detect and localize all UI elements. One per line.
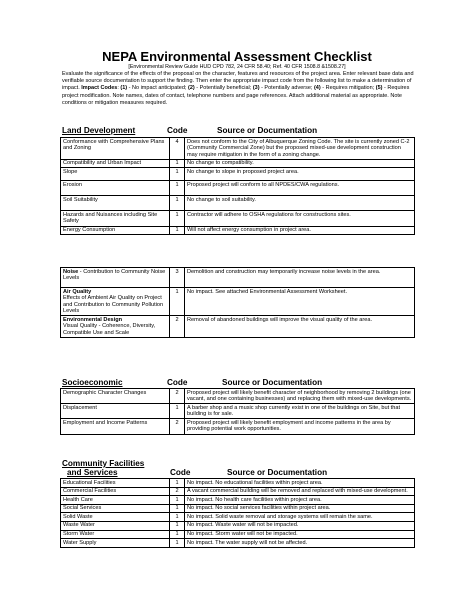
row-label bbox=[61, 268, 170, 288]
row-label-bold: Noise bbox=[63, 268, 79, 275]
table-row bbox=[61, 316, 415, 338]
impact-code-1-text: - No impact anticipated; bbox=[127, 85, 188, 92]
table-row bbox=[61, 404, 415, 419]
row-code: 4 bbox=[170, 138, 185, 160]
row-code: 2 bbox=[170, 419, 185, 434]
impact-code-2: (2) bbox=[187, 85, 195, 92]
row-label: Social Services bbox=[61, 504, 170, 513]
impact-code-5-text: - Requires project modification. Note names, dates of contact, telephone numbers and page references. Attach additional material as appropriate. Note conditions or mitigation measures required. bbox=[62, 85, 410, 106]
table-row bbox=[61, 268, 415, 288]
row-label bbox=[61, 288, 170, 316]
land-heading: Land Development bbox=[62, 126, 136, 135]
row-code: 1 bbox=[170, 530, 185, 539]
socioeconomic-table bbox=[60, 388, 415, 435]
community-source-heading: Source or Documentation bbox=[227, 468, 328, 477]
table-row bbox=[61, 138, 415, 160]
row-doc: Proposed project will conform to all NPDES/CWA regulations. bbox=[185, 181, 415, 196]
row-label: Displacement bbox=[61, 404, 170, 419]
page-title: NEPA Environmental Assessment Checklist bbox=[102, 49, 372, 64]
row-code: 1 bbox=[170, 521, 185, 530]
row-doc: No change to compatibility. bbox=[185, 159, 415, 168]
row-label: Solid Waste bbox=[61, 513, 170, 522]
row-doc: No change to soil suitability. bbox=[185, 196, 415, 211]
row-code: 1 bbox=[170, 288, 185, 316]
row-doc: No impact. Waste water will not be impacted. bbox=[185, 521, 415, 530]
row-doc: Proposed project will likely benefit character of neighborhood by removing 2 buildings (one vacant, and one containing businesses) and replacing them with mixed-use developments. bbox=[185, 389, 415, 404]
environment-table bbox=[60, 267, 415, 338]
row-doc: No impact. See attached Environmental Assessment Worksheet. bbox=[185, 288, 415, 316]
row-code: 1 bbox=[170, 226, 185, 235]
table-row bbox=[61, 211, 415, 226]
row-label: Waste Water bbox=[61, 521, 170, 530]
table-row bbox=[61, 226, 415, 235]
row-label: Hazards and Nuisances including Site Safety bbox=[61, 211, 170, 226]
row-code: 1 bbox=[170, 496, 185, 505]
row-doc: A vacant commercial building will be removed and replaced with mixed-use development. bbox=[185, 487, 415, 496]
row-label: Water Supply bbox=[61, 539, 170, 548]
row-code: 1 bbox=[170, 479, 185, 488]
row-code: 2 bbox=[170, 316, 185, 338]
row-code: 1 bbox=[170, 504, 185, 513]
table-row bbox=[61, 168, 415, 181]
row-label-rest: Visual Quality - Coherence, Diversity, Compatible Use and Scale bbox=[63, 323, 156, 337]
row-code: 1 bbox=[170, 539, 185, 548]
impact-code-1: (1) bbox=[120, 85, 128, 92]
community-facilities-table bbox=[60, 478, 415, 548]
socio-heading: Socioeconomic bbox=[62, 378, 123, 387]
row-label: Energy Consumption bbox=[61, 226, 170, 235]
intro-text: Evaluate the significance of the effects of the proposal on the character, features and resources of the project area. Enter relevant base data and verifiable source documentation to support the finding. Then enter the appropriate impact code from the following list to make a determination of impact. bbox=[62, 71, 414, 92]
row-doc: No impact. Solid waste removal and storage systems will remain the same. bbox=[185, 513, 415, 522]
row-doc: No change to slope in proposed project area. bbox=[185, 168, 415, 181]
table-row bbox=[61, 530, 415, 539]
row-code: 3 bbox=[170, 268, 185, 288]
row-doc: No impact. Storm water will not be impacted. bbox=[185, 530, 415, 539]
row-label-bold: Air Quality bbox=[63, 288, 92, 295]
impact-code-4: (4) bbox=[313, 85, 321, 92]
row-code: 2 bbox=[170, 389, 185, 404]
table-row bbox=[61, 389, 415, 404]
impact-code-4-text: - Requires mitigation; bbox=[320, 85, 376, 92]
page-subtitle: [Environmental Review Guide HUD CPD 782, 24 CFR 58.40; Ref. 40 CFR 1508.8 &1508.27] bbox=[128, 64, 346, 70]
table-row bbox=[61, 496, 415, 505]
table-row bbox=[61, 196, 415, 211]
land-development-table bbox=[60, 137, 415, 235]
row-code: 1 bbox=[170, 181, 185, 196]
row-code: 2 bbox=[170, 487, 185, 496]
impact-codes-label: Impact Codes bbox=[81, 85, 118, 92]
socio-source-heading: Source or Documentation bbox=[222, 378, 323, 387]
row-doc: Demolition and construction may temporarily increase noise levels in the area. bbox=[185, 268, 415, 288]
row-label: Soil Suitability bbox=[61, 196, 170, 211]
row-doc: Removal of abandoned buildings will improve the visual quality of the area. bbox=[185, 316, 415, 338]
row-code: 1 bbox=[170, 211, 185, 226]
socio-code-heading: Code bbox=[167, 378, 188, 387]
row-code: 1 bbox=[170, 196, 185, 211]
row-label: Slope bbox=[61, 168, 170, 181]
row-code: 1 bbox=[170, 404, 185, 419]
row-doc: Contractor will adhere to OSHA regulations for constructions sites. bbox=[185, 211, 415, 226]
impact-code-3: (3) bbox=[252, 85, 260, 92]
row-doc: Will not affect energy consumption in project area. bbox=[185, 226, 415, 235]
row-label: Commercial Facilities bbox=[61, 487, 170, 496]
row-label-bold: Environmental Design bbox=[63, 316, 123, 323]
row-code: 1 bbox=[170, 513, 185, 522]
row-label: Erosion bbox=[61, 181, 170, 196]
row-code: 1 bbox=[170, 168, 185, 181]
impact-code-2-text: - Potentially beneficial; bbox=[194, 85, 253, 92]
community-heading-line1: Community Facilities bbox=[62, 459, 145, 468]
row-doc: Proposed project will likely benefit employment and income patterns in the area by providing potential work opportunities. bbox=[185, 419, 415, 434]
row-label bbox=[61, 316, 170, 338]
row-doc: Does not conform to the City of Albuquerque Zoning Code. The site is currently zoned C-2 (Community Commercial Zone) but the proposed mixed-use development construction may require mitigation in the form of a zoning change. bbox=[185, 138, 415, 160]
row-label-rest: Effects of Ambient Air Quality on Project and Contribution to Community Pollution Levels bbox=[63, 295, 164, 315]
table-row bbox=[61, 419, 415, 434]
row-label: Educational Facilities bbox=[61, 479, 170, 488]
community-code-heading: Code bbox=[170, 468, 191, 477]
table-row bbox=[61, 487, 415, 496]
table-row bbox=[61, 539, 415, 548]
community-section-header bbox=[62, 459, 412, 477]
row-doc: A barber shop and a music shop currently exist in one of the buildings on Site, but that building is for sale. bbox=[185, 404, 415, 419]
row-doc: No impact. The water supply will not be affected. bbox=[185, 539, 415, 548]
table-row bbox=[61, 513, 415, 522]
row-label: Employment and Income Patterns bbox=[61, 419, 170, 434]
row-label: Health Care bbox=[61, 496, 170, 505]
table-row bbox=[61, 521, 415, 530]
row-doc: No impact. No educational facilities within project area. bbox=[185, 479, 415, 488]
row-doc: No impact. No health care facilities within project area. bbox=[185, 496, 415, 505]
row-label-rest: - Contribution to Community Noise Levels bbox=[63, 268, 166, 282]
table-row bbox=[61, 288, 415, 316]
row-label: Demographic Character Changes bbox=[61, 389, 170, 404]
row-label: Storm Water bbox=[61, 530, 170, 539]
community-heading-line2: and Services bbox=[67, 468, 118, 477]
impact-code-5: (5) bbox=[375, 85, 383, 92]
row-code: 1 bbox=[170, 159, 185, 168]
table-row bbox=[61, 159, 415, 168]
table-row bbox=[61, 504, 415, 513]
row-doc: No impact. No social services facilities within project area. bbox=[185, 504, 415, 513]
row-label: Compatibility and Urban Impact bbox=[61, 159, 170, 168]
table-row bbox=[61, 479, 415, 488]
land-source-heading: Source or Documentation bbox=[217, 126, 318, 135]
row-label: Conformance with Comprehensive Plans and Zoning bbox=[61, 138, 170, 160]
table-row bbox=[61, 181, 415, 196]
intro-paragraph: Evaluate the significance of the effects of the proposal on the character, features and resources of the project area. Enter relevant base data and verifiable source documentation to support the finding. Then enter the appropriate impact code from the following list to make a determination of impact. Impact Codes: (1) - No impact anticipated; (2) - Potentially beneficial; (3) - Potentially adverse; (4) - Requires mitigation; (5) - Requires project modification. Note names, dates of contact, telephone numbers and page references. Attach additional material as appropriate. Note conditions or mitigation measures required. bbox=[62, 71, 414, 106]
impact-code-3-text: - Potentially adverse; bbox=[259, 85, 314, 92]
land-code-heading: Code bbox=[167, 126, 188, 135]
